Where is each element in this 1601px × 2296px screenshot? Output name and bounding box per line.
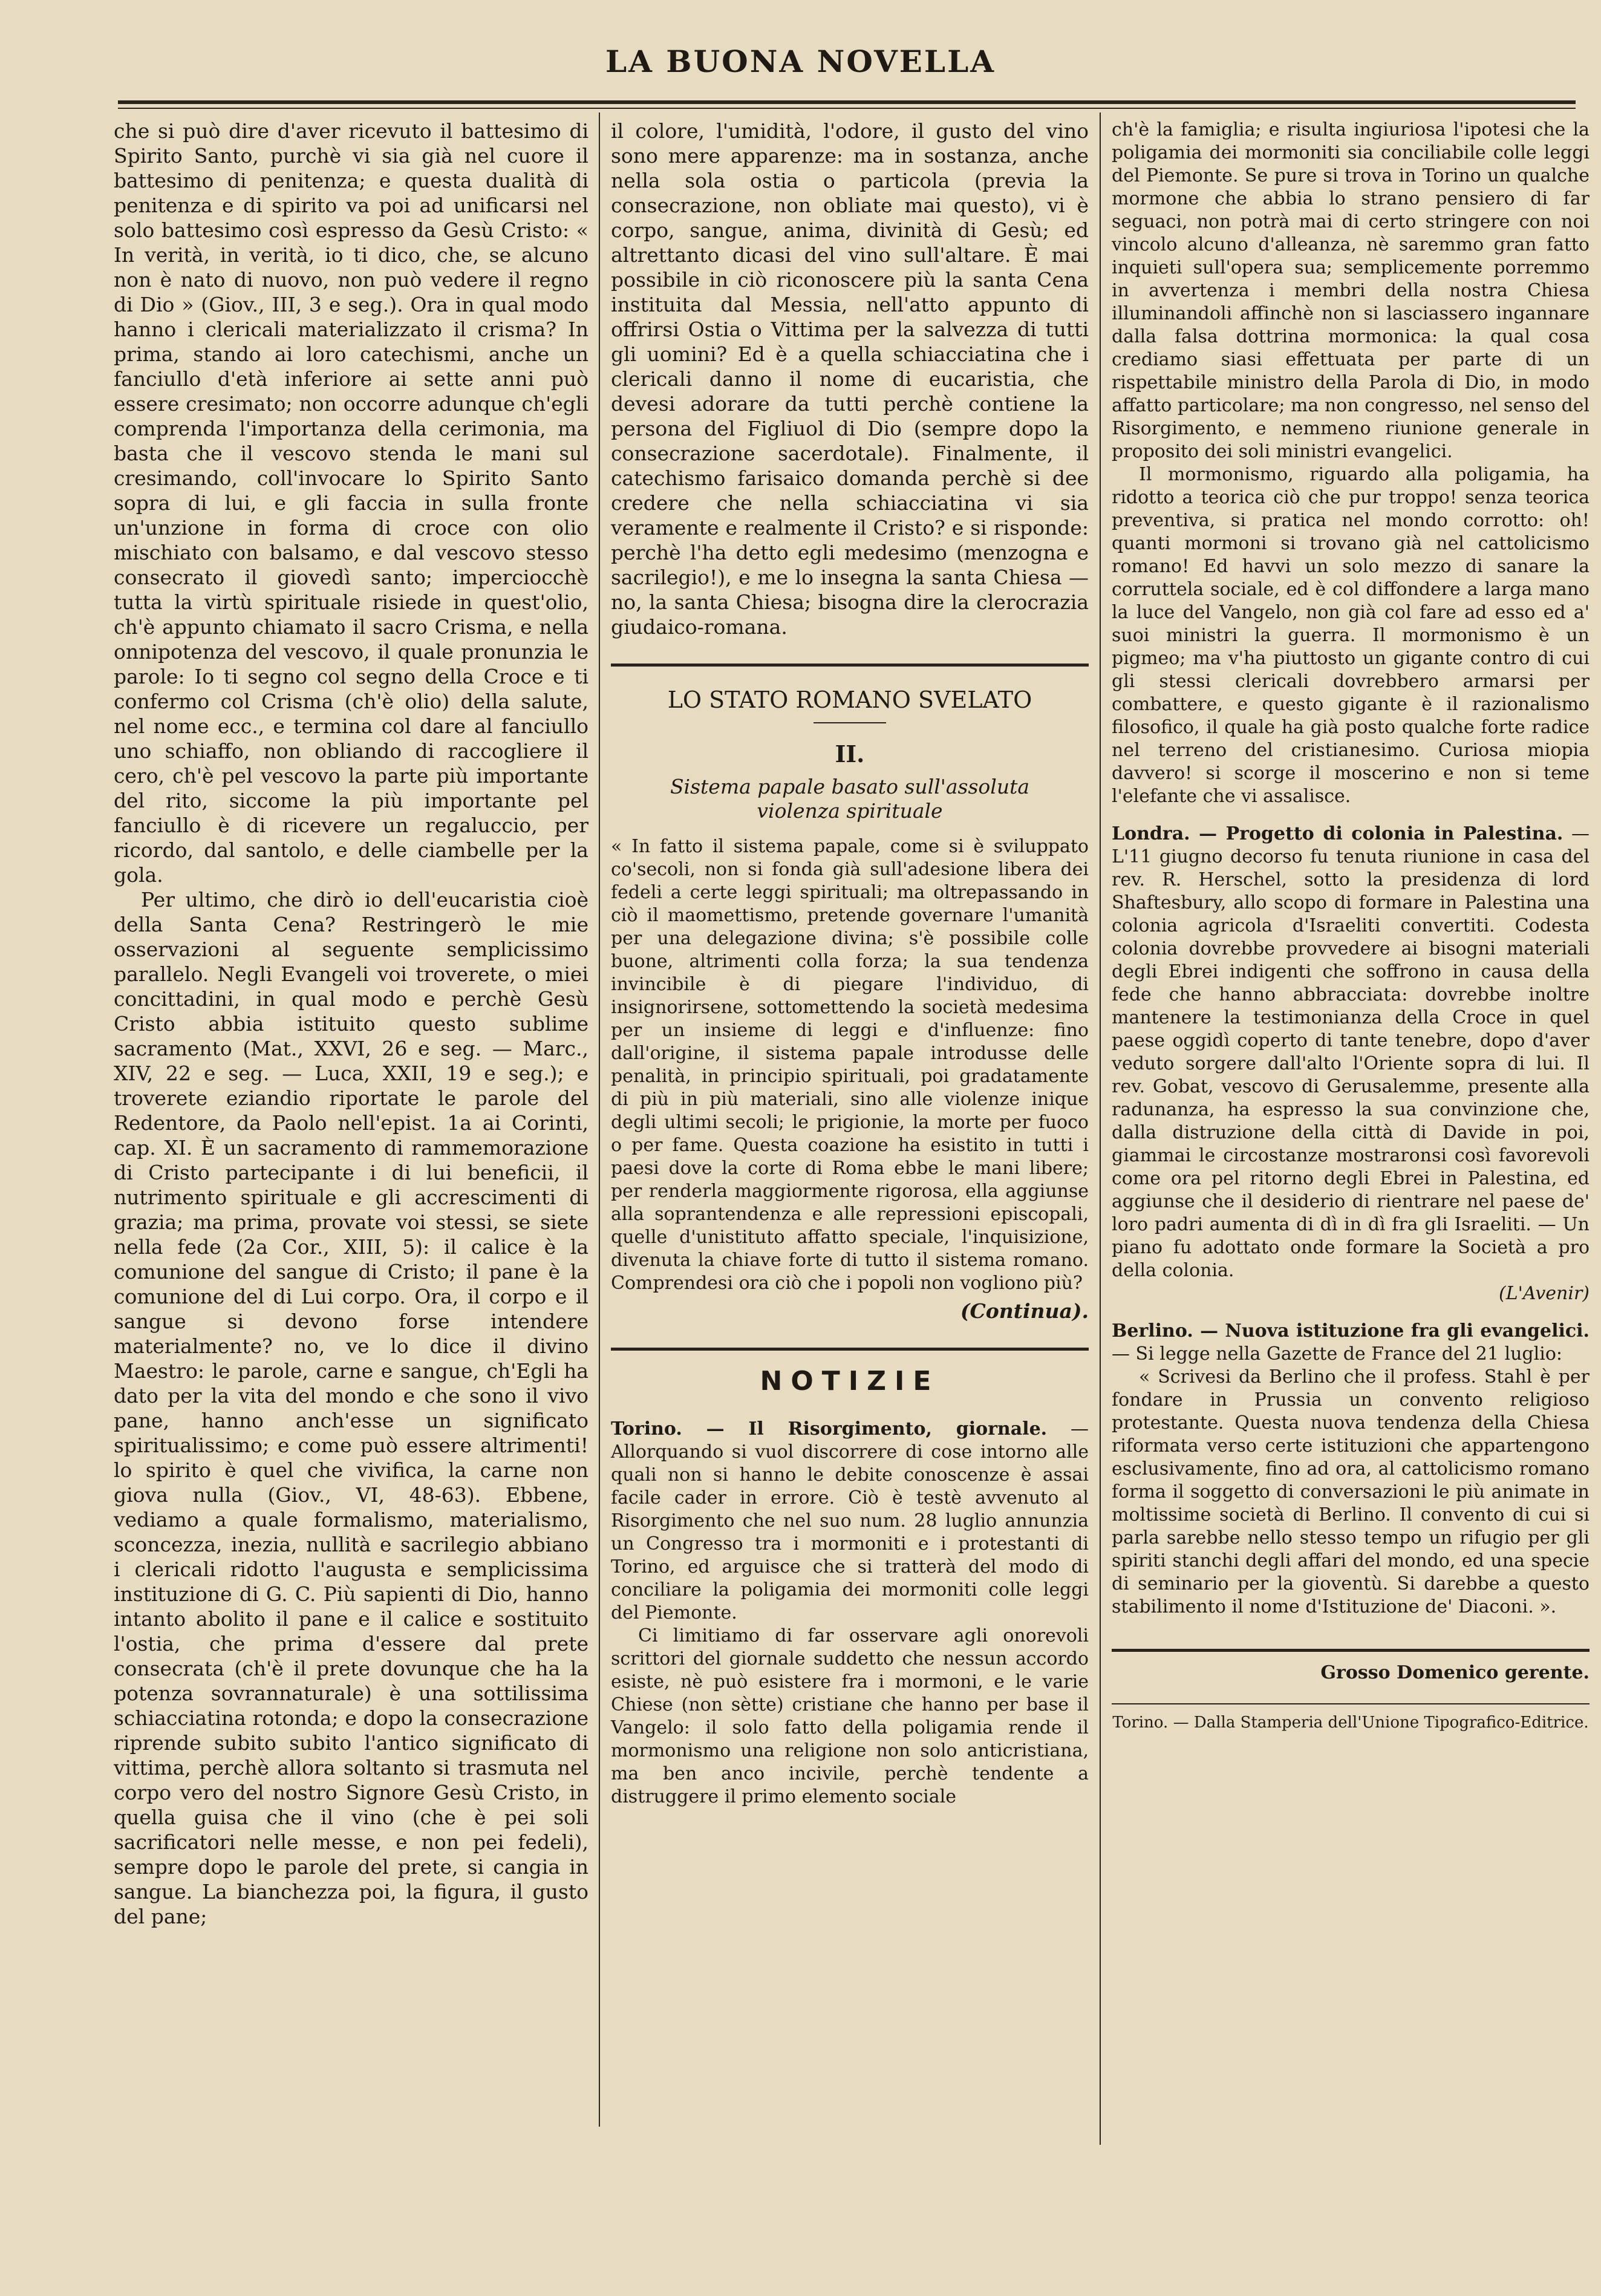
- news-text: — Si legge nella Gazette de France del 21 luglio:: [1112, 1343, 1562, 1365]
- section-subtitle: [611, 775, 1089, 823]
- article-paragraph: che si può dire d'aver ricevuto il battesimo di Spirito Santo, purchè vi sia già nel cuore il battesimo di penitenza; e questa dualità di penitenza e di spirito va poi ad unificarsi nel solo battesimo così espresso da Gesù Cristo: « In verità, in verità, io ti dico, che, se alcuno non è nato di nuovo, non può vedere il regno di Dio » (Giov., III, 3 e seg.). Ora in qual modo hanno i clericali materializzato il crisma? In prima, stando ai loro catechismi, anche un fanciullo d'età inferiore ai sette anni può essere cresimato; non occorre adunque ch'egli comprenda l'importanza della cerimonia, ma basta che il vescovo stenda le mani sul cresimando, coll'invocare lo Spirito Santo sopra di lui, e gli faccia in sulla fronte un'unzione in forma di croce con olio mischiato con balsamo, e dal vescovo stesso consecrato il giovedì santo; imperciocchè tutta la virtù spirituale risiede in quest'olio, ch'è appunto chiamato il sacro Crisma, e nella onnipotenza del vescovo, il quale pronunzia le parole: Io ti segno col segno della Croce e ti confermo col Crisma (ch'è olio) della salute, nel nome ecc., e termina col dare al fanciullo uno schiaffo, non obliando di raccogliere il cero, ch'è pel vescovo la parte più importante del rito, siccome la più importante pel fanciullo è di ricevere un regaluccio, per ricordo, dal santolo, e delle ciambelle per la gola.: [114, 119, 589, 887]
- column-3: [1112, 119, 1590, 1735]
- section-number: II.: [835, 740, 865, 768]
- section-subtitle-line: violenza spirituale: [757, 799, 943, 823]
- article-paragraph: « In fatto il sistema papale, come si è sviluppato co'secoli, non si fonda già sull'adesione libera dei fedeli a certe leggi spirituali; ma oltrepassando in ciò il maomettismo, pretende governare l'umanità per una delegazione divina; s'è possibile colle buone, altrimenti colla forza; la sua tendenza invincibile è di piegare l'individuo, di insignorirsene, sottomettendo la società medesima per un insieme di leggi e d'influenze: fino dall'origine, il sistema papale introdusse delle penalità, in principio spirituali, poi gradatamente di più in più materiali, sino alle violenze inique degli ultimi secoli; le prigionie, la morte per fuoco o per fame. Questa coazione ha esistito in tutti i paesi dove la corte di Roma ebbe le mani libere; per renderla maggiormente rigorosa, ella aggiunse alla soprantendenza e alle repressioni episcopali, quelle d'unistituto affatto speciale, l'inquisizione, divenuta la chiave forte di tutto il sistema romano. Comprendesi ora ciò che i popoli non vogliono più?: [611, 836, 1089, 1294]
- column-2: [611, 119, 1089, 1808]
- news-heading: Berlino. — Nuova istituzione fra gli evangelici.: [1112, 1320, 1590, 1342]
- column-divider: [1100, 113, 1101, 2145]
- article-paragraph: Il mormonismo, riguardo alla poligamia, ha ridotto a teorica ciò che pur troppo! senza teorica preventiva, si pratica nel mondo corrotto: oh! quanti mormoni si trovano già nel cattolicismo romano! Ed havvi un solo mezzo di sanare la corruttela sociale, ed è col diffondere a larga mano la luce del Vangelo, non già col fare ad esso ed a' suoi ministri la guerra. Il mormonismo è un pigmeo; ma v'ha piuttosto un gigante contro di cui gli stessi clericali dovrebbero armarsi per combattere, e questo gigante è il razionalismo filosofico, il quale ha già posto qualche forte radice nel terreno del cristianesimo. Curiosa miopia davvero! si scorge il moscerino e non si teme l'elefante che vi assalisce.: [1112, 464, 1590, 807]
- article-paragraph: il colore, l'umidità, l'odore, il gusto del vino sono mere apparenze: ma in sostanza, anche nella sola ostia o particola (previa la consecrazione, non obliate mai questo), vi è corpo, sangue, anima, divinità di Gesù; ed altrettanto dicasi del vino sull'altare. È mai possibile in ciò riconoscere più la santa Cena instituita dal Messia, nell'atto appunto di offrirsi Ostia o Vittima per la salvezza di tutti gli uomini? Ed è a quella schiacciatina che i clericali danno il nome di eucaristia, che devesi adorare da tutti perchè contiene la persona del Figliuol di Dio (sempre dopo la consecrazione sacerdotale). Finalmente, il catechismo farisaico domanda perchè si dee credere che nella schiacciatina vi sia veramente e realmente il Cristo? e si risponde: perchè l'ha detto egli medesimo (menzogna e sacrilegio!), e me lo insegna la santa Chiesa — no, la santa Chiesa; bisogna dire la clerocrazia giudaico-romana.: [611, 119, 1089, 639]
- news-heading: Torino. — Il Risorgimento, giornale.: [611, 1418, 1048, 1440]
- section-title: LO STATO ROMANO SVELATO: [667, 687, 1032, 713]
- imprint: Torino. — Dalla Stamperia dell'Unione Tipografico-Editrice.: [1112, 1714, 1589, 1732]
- news-text: — Allorquando si vuol discorrere di cose intorno alle quali non si hanno le debite conoscenze è assai facile cader in errore. Ciò è testè avvenuto al Risorgimento che nel suo num. 28 luglio annunzia un Congresso tra i mormoniti e i protestanti di Torino, ed arguisce che si tratterà del modo di conciliare la poligamia dei mormoniti colle leggi del Piemonte.: [611, 1418, 1089, 1623]
- imprint-rule: [1112, 1703, 1590, 1704]
- article-paragraph: Per ultimo, che dirò io dell'eucaristia cioè della Santa Cena? Restringerò le mie osservazioni al seguente semplicissimo parallelo. Negli Evangeli voi troverete, o miei concittadini, in qual modo e perchè Gesù Cristo abbia istituito questo sublime sacramento (Mat., XXVI, 26 e seg. — Marc., XIV, 22 e seg. — Luca, XXII, 19 e seg.); e troverete eziandio riportate le parole del Redentore, da Paolo nell'epist. 1a ai Corinti, cap. XI. È un sacramento di rammemorazione di Cristo partecipante i di lui beneficii, il nutrimento spirituale e gli accrescimenti di grazia; ma prima, provate voi stessi, se siete nella fede (2a Cor., XIII, 5): il calice è la comunione del sangue di Cristo; il pane è la comunione del di Lui corpo. Ora, il corpo e il sangue si devono forse intendere materialmente? no, ve lo dice il divino Maestro: le parole, carne e sangue, ch'Egli ha dato per la vita del mondo e che sono il vivo pane, hanno anch'esse un significato spiritualissimo; e come può essere altrimenti! lo spirito è quel che vivifica, la carne non giova nulla (Giov., VI, 48-63). Ebbene, vediamo a quale formalismo, materialismo, sconcezza, inezia, nullità e sacrilegio abbiano i clericali ridotto l'augusta e semplicissima instituzione di G. C. Più sapienti di Dio, hanno intanto abolito il pane e il calice e sostituito l'ostia, che prima d'essere dal prete consecrata (ch'è il prete dovunque che ha la potenza sovrannaturale) è una sottilissima schiacciatina rotonda; e dopo la consecrazione riprende subito subito l'antico significato di vittima, perchè allora soltanto si trasmuta nel corpo vero del nostro Signore Gesù Cristo, in quella guisa che il vino (che è pei soli sacrificatori nelle messe, e non pei fedeli), sempre dopo le parole del prete, si cangia in sangue. La bianchezza poi, la figura, il gusto del pane;: [114, 888, 589, 1928]
- header-rule: [118, 100, 1576, 109]
- title-underline: [814, 722, 886, 723]
- article-paragraph: Ci limitiamo di far osservare agli onorevoli scrittori del giornale suddetto che nessun accordo esiste, nè può esistere fra i mormoni, e le varie Chiese (non sètte) cristiane che hanno per base il Vangelo: il solo fatto della poligamia rende il mormonismo una religione non solo anticristiana, ma ben anco incivile, perchè tendente a distruggere il primo elemento sociale: [611, 1625, 1089, 1807]
- section-rule: [611, 1348, 1089, 1351]
- article-paragraph: ch'è la famiglia; e risulta ingiuriosa l'ipotesi che la poligamia dei mormoniti sia conciliabile colle leggi del Piemonte. Se pure si trova in Torino un qualche mormone che abbia lo strano pensiero di far seguaci, non potrà mai di certo stringere con noi vincolo alcuno d'alleanza, nè saremmo gran fatto inquieti sull'opera sua; semplicemente porremmo in avvertenza i membri della nostra Chiesa illuminandoli affinchè non si lasciassero ingannare dalla falsa dottrina mormonica: la qual cosa crediamo siasi effettuata per parte di un rispettabile ministro della Parola di Dio, in modo affatto particolare; ma non congresso, nel senso del Risorgimento, e nemmeno riunione generale in proposito dei soli ministri evangelici.: [1112, 119, 1590, 462]
- column-divider: [599, 113, 600, 2127]
- notizie-title: NOTIZIE: [760, 1366, 940, 1397]
- news-heading: Londra. — Progetto di colonia in Palestina.: [1112, 823, 1564, 844]
- footer-rule: [1112, 1649, 1590, 1652]
- news-text: — L'11 giugno decorso fu tenuta riunione in casa del rev. R. Herschel, sotto la presidenza di lord Shaftesbury, allo scopo di formare in Palestina una colonia agricola d'Israeliti convertiti. Codesta colonia dovrebbe provvedere ai bisogni materiali degli Ebrei indigenti che soffrono in causa della fede che hanno abbracciata: dovrebbe inoltre mantenere la testimonianza della Croce in quel paese oggidì coperto di tante tenebre, dopo d'aver veduto sorgere dall'alto l'Oriente sopra di lui. Il rev. Gobat, vescovo di Gerusalemme, presente alla radunanza, ha espresso la sua convinzione che, dalla distruzione della città di Davide in poi, giammai le circostanze mostraronsi così favorevoli come ora pel ritorno degli Ebrei in Palestina, ed aggiunse che il desiderio di rientrare nel paese de' loro padri aumenta di dì in dì fra gli Israeliti. — Un piano fu adottato onde formare la Società a pro della colonia.: [1112, 823, 1590, 1281]
- source-label: (L'Avenir): [1499, 1283, 1590, 1304]
- column-1: [114, 119, 589, 1929]
- section-rule: [611, 664, 1089, 667]
- section-subtitle-line: Sistema papale basato sull'assoluta: [670, 775, 1030, 798]
- masthead: LA BUONA NOVELLA: [605, 44, 996, 79]
- continua-label: (Continua).: [960, 1299, 1089, 1323]
- article-paragraph: « Scrivesi da Berlino che il profess. Stahl è per fondare in Prussia un convento religioso protestante. Questa nuova tendenza della Chiesa riformata verso certe istituzioni che appartengono esclusivamente, fino ad ora, al cattolicismo romano forma il soggetto di conversazioni le più animate in moltissime società di Berlino. Il convento di cui si parla sarebbe nello stesso tempo un rifugio per gli spiriti stanchi degli affari del mondo, ed una specie di seminario per la gioventù. Si darebbe a questo stabilimento il nome d'Istituzione de' Diaconi. ».: [1112, 1366, 1590, 1617]
- signature: Grosso Domenico gerente.: [1320, 1662, 1590, 1683]
